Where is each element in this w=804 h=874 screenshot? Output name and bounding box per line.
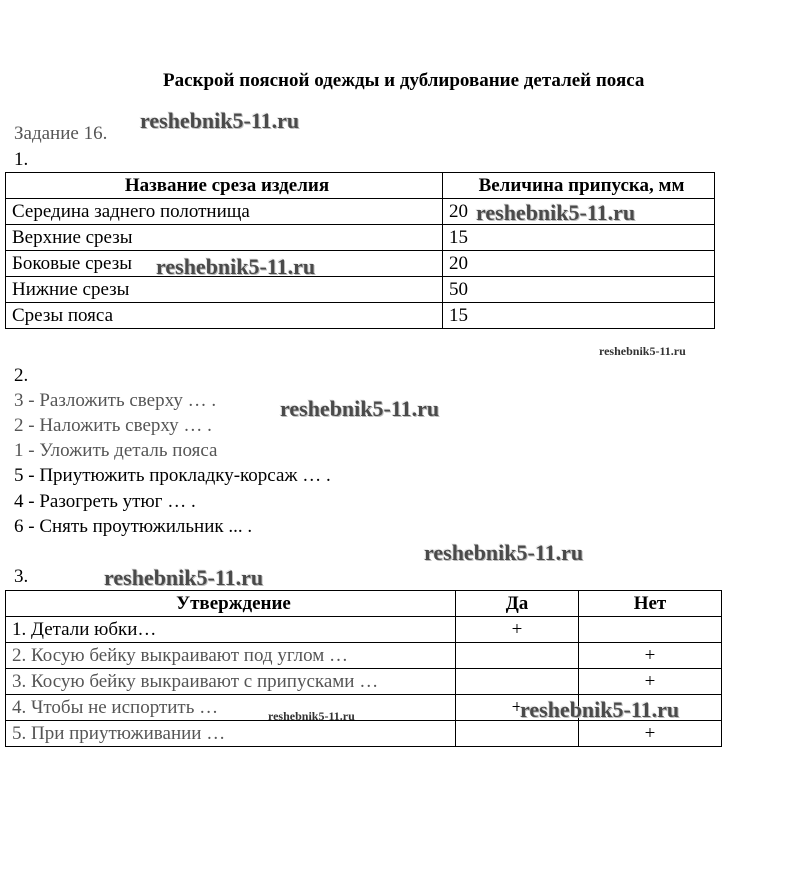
table-row [6, 721, 722, 747]
no-cell: + [579, 721, 722, 747]
yes-cell [456, 643, 579, 669]
cut-name-cell: Срезы пояса [6, 303, 443, 329]
table-row [6, 251, 715, 277]
watermark: reshebnik5-11.ru [599, 344, 686, 358]
allowance-cell: 15 [443, 225, 715, 251]
header-yes: Да [456, 591, 579, 617]
allowance-cell: 50 [443, 277, 715, 303]
cut-name-cell: Боковые срезы [6, 251, 443, 277]
no-cell [579, 617, 722, 643]
step-item: 1 - Уложить деталь пояса [14, 440, 218, 461]
statement-cell: 3. Косую бейку выкраивают с припусками … [6, 669, 456, 695]
header-statement: Утверждение [6, 591, 456, 617]
watermark: reshebnik5-11.ru [140, 108, 300, 133]
step-item: 3 - Разложить сверху … . [14, 390, 217, 411]
watermark: reshebnik5-11.ru [156, 254, 316, 279]
cut-name-cell: Нижние срезы [6, 277, 443, 303]
task-label: Задание 16. [14, 123, 108, 144]
statement-cell: 2. Косую бейку выкраивают под углом … [6, 643, 456, 669]
table-header-row [6, 591, 722, 617]
table-row [6, 643, 722, 669]
no-cell: + [579, 669, 722, 695]
table-header-row [6, 173, 715, 199]
yes-cell [456, 669, 579, 695]
table-row [6, 669, 722, 695]
table-row [6, 277, 715, 303]
watermark: reshebnik5-11.ru [280, 396, 440, 421]
table-row [6, 225, 715, 251]
allowance-cell: 20 [443, 251, 715, 277]
step-item: 6 - Снять проутюжильник ... . [14, 516, 253, 537]
allowance-table [5, 172, 715, 329]
yes-cell: + [456, 617, 579, 643]
statement-cell: 4. Чтобы не испортить … [6, 695, 456, 721]
header-no: Нет [579, 591, 722, 617]
table-row [6, 303, 715, 329]
table-row [6, 617, 722, 643]
watermark: reshebnik5-11.ru [104, 565, 264, 590]
step-item: 2 - Наложить сверху … . [14, 415, 212, 436]
statement-cell: 1. Детали юбки… [6, 617, 456, 643]
yes-cell: + [456, 695, 579, 721]
section-1-number: 1. [14, 149, 29, 170]
step-item: 4 - Разогреть утюг … . [14, 491, 196, 512]
watermark: reshebnik5-11.ru [424, 540, 584, 565]
watermark: reshebnik5-11.ru [476, 200, 636, 225]
page-title: Раскрой поясной одежды и дублирование деталей пояса [163, 70, 645, 91]
cut-name-cell: Середина заднего полотнища [6, 199, 443, 225]
no-cell: + [579, 643, 722, 669]
watermark: reshebnik5-11.ru [520, 697, 680, 722]
statements-table [5, 590, 722, 747]
allowance-cell: 20 [443, 199, 715, 225]
yes-cell [456, 721, 579, 747]
header-allowance: Величина припуска, мм [443, 173, 715, 199]
header-cut-name: Название среза изделия [6, 173, 443, 199]
section-3-number: 3. [14, 566, 29, 587]
step-item: 5 - Приутюжить прокладку-корсаж … . [14, 465, 331, 486]
section-2-number: 2. [14, 365, 29, 386]
statement-cell: 5. При приутюживании … [6, 721, 456, 747]
allowance-cell: 15 [443, 303, 715, 329]
watermark: reshebnik5-11.ru [268, 709, 355, 723]
cut-name-cell: Верхние срезы [6, 225, 443, 251]
